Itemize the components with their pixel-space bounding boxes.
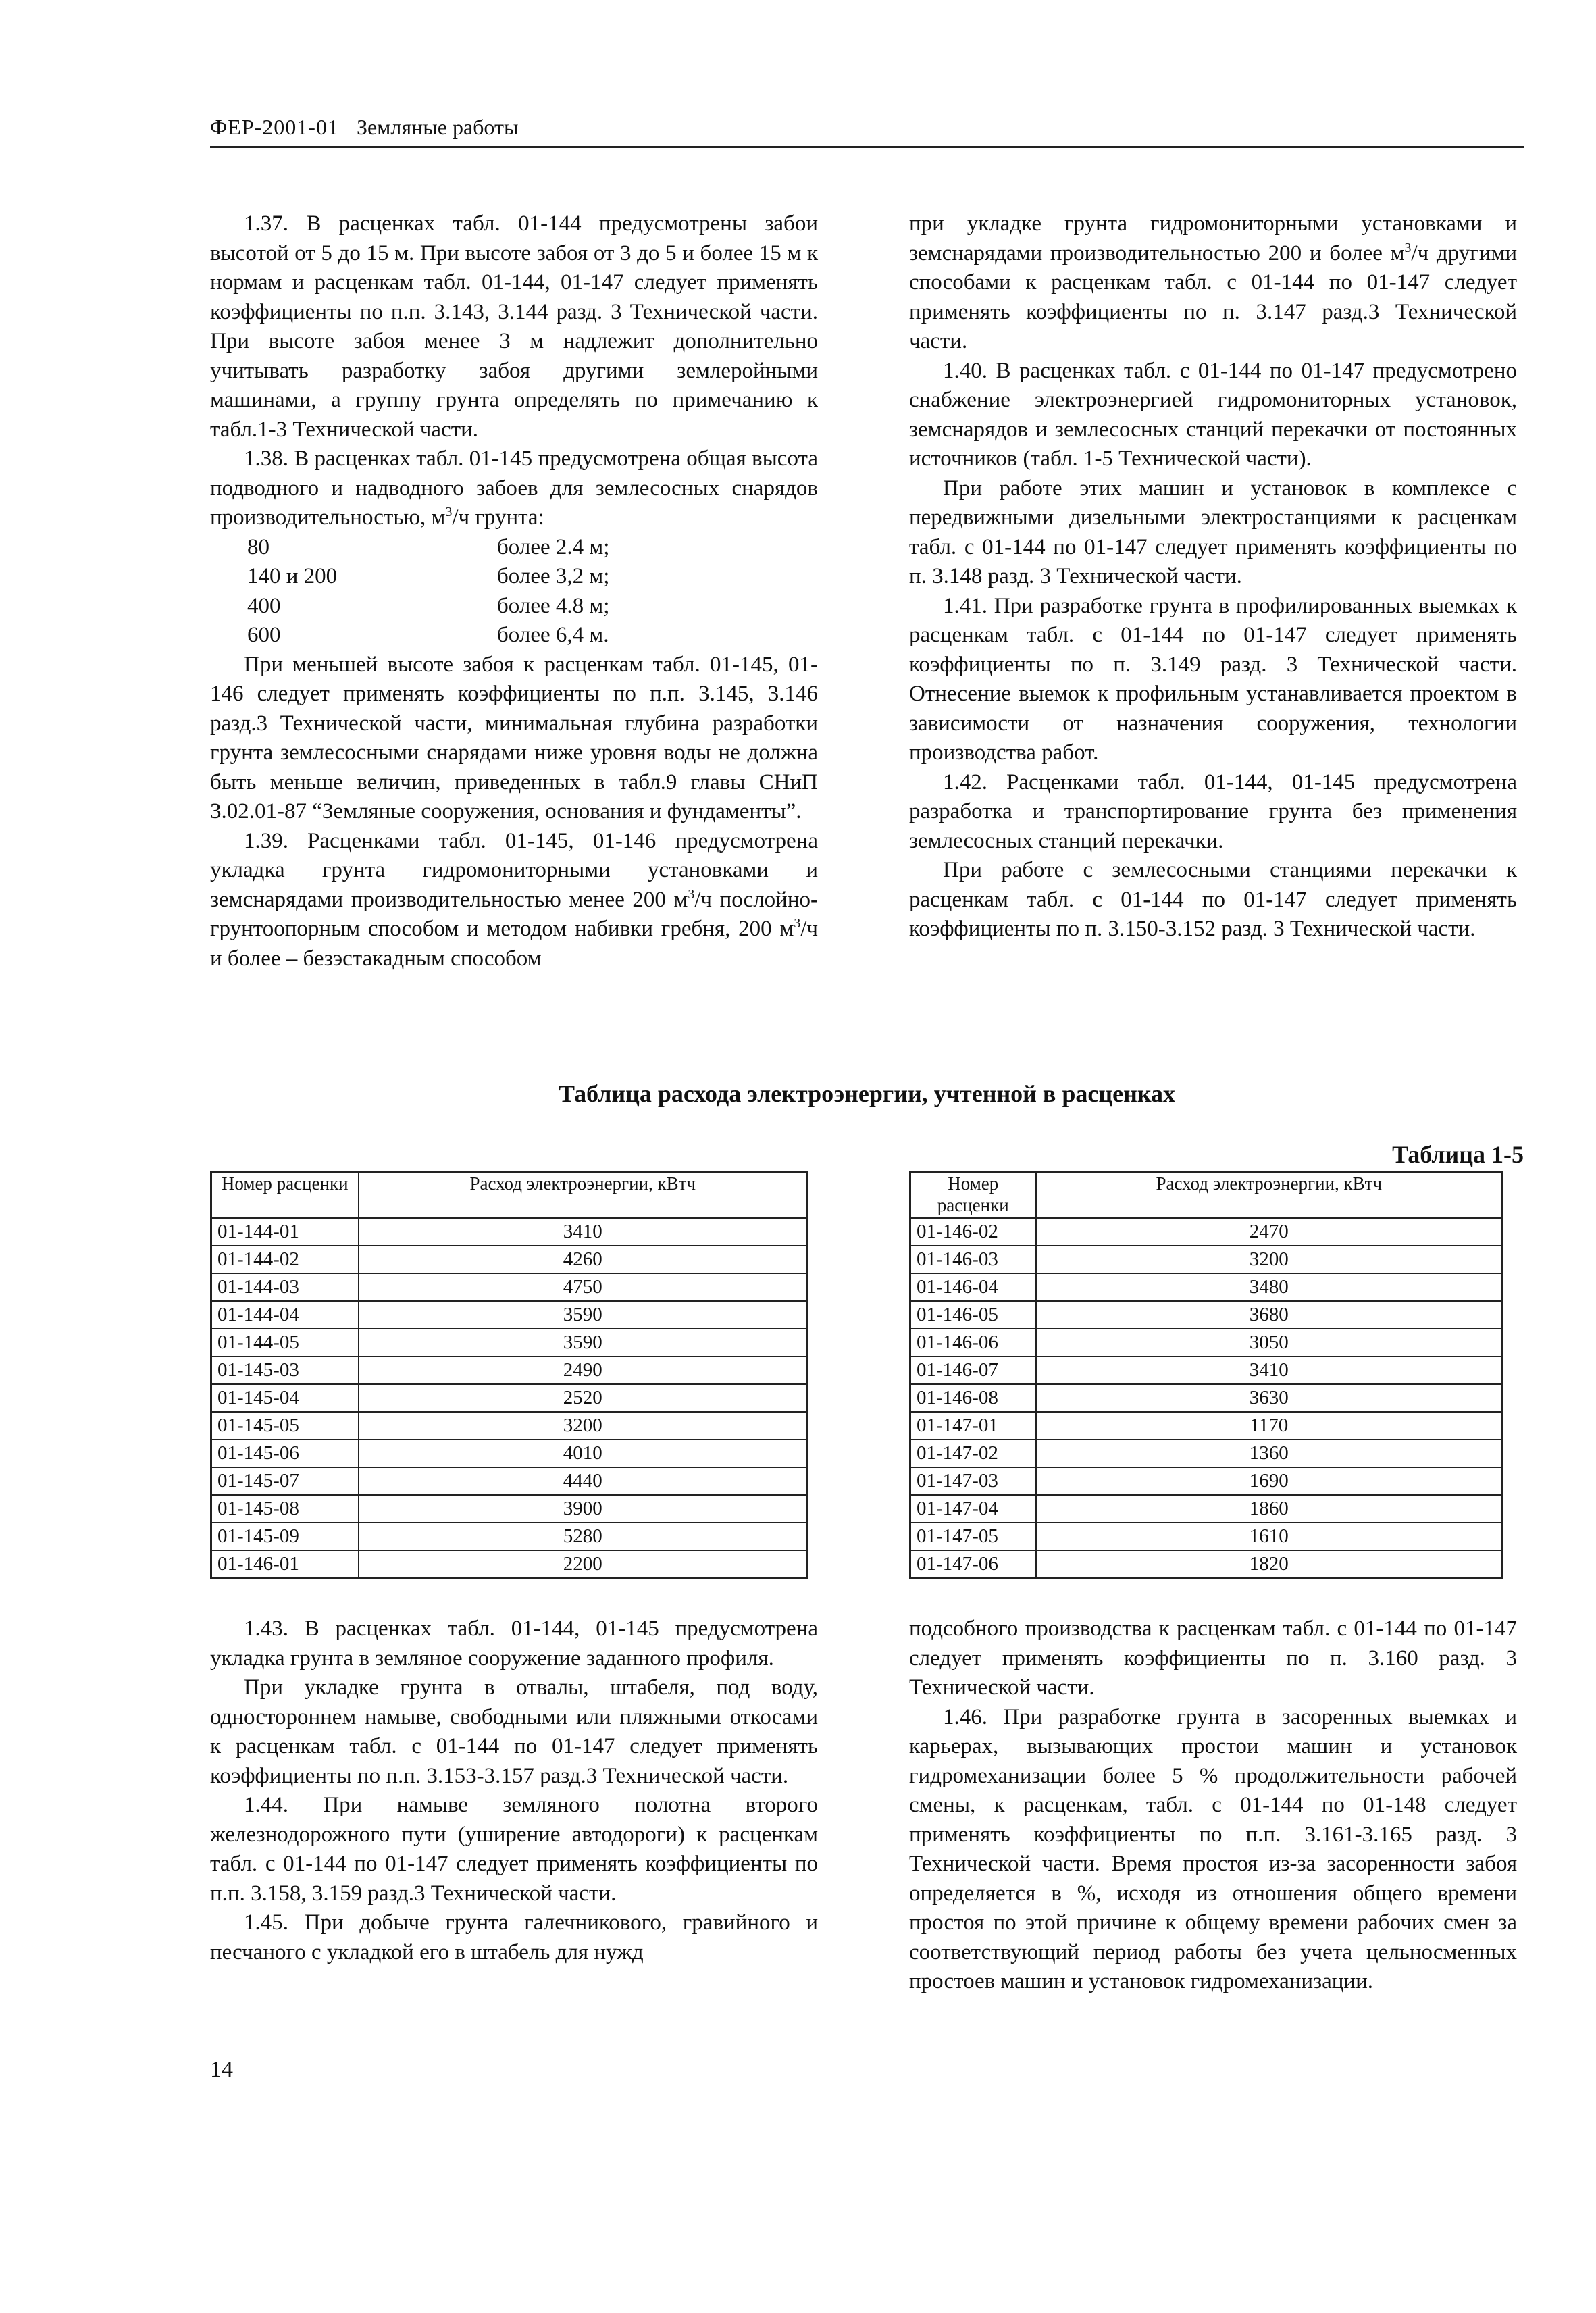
- rate-code-cell: 01-147-05: [910, 1523, 1036, 1550]
- table-row: [211, 1467, 808, 1495]
- energy-value-cell: 3590: [359, 1301, 808, 1329]
- table-row: [211, 1273, 808, 1301]
- energy-value-cell: 3900: [359, 1495, 808, 1523]
- rate-code-cell: 01-146-02: [910, 1218, 1036, 1246]
- rate-code-cell: 01-145-03: [211, 1356, 359, 1384]
- rate-code-cell: 01-147-04: [910, 1495, 1036, 1523]
- table-row: [211, 1550, 808, 1579]
- rate-code-cell: 01-145-08: [211, 1495, 359, 1523]
- table-title: Таблица расхода электроэнергии, учтенной в расценках: [558, 1080, 1176, 1107]
- rate-code-cell: 01-146-05: [910, 1301, 1036, 1329]
- rate-code-cell: 01-146-03: [910, 1246, 1036, 1273]
- paragraph-1-41: 1.41. При разработке грунта в профилированных выемках к расценкам табл. с 01-144 по 01-147 следует применять коэффициенты по п. 3.149 разд. 3 Технической части. Отнесение выемок к профильным устанавливается проектом в зависимости от назначения сооружения, технологии производства работ.: [909, 593, 1517, 765]
- productivity-list: [210, 533, 818, 651]
- table-row: [910, 1550, 1503, 1579]
- paragraph-1-40-b: При работе этих машин и установок в комплексе с передвижными дизельными электростанциями к расценкам табл. с 01-144 по 01-147 следует применять коэффициенты по п. 3.148 разд. 3 Технической части.: [909, 476, 1517, 588]
- energy-value-cell: 3410: [359, 1218, 808, 1246]
- productivity-row: 80 более 2.4 м;: [247, 534, 610, 559]
- energy-value-cell: 1610: [1036, 1523, 1503, 1550]
- productivity-row: 600 более 6,4 м.: [247, 623, 609, 647]
- paragraph-1-38-continued: При меньшей высоте забоя к расценкам табл. 01-145, 01-146 следует применять коэффициенты по п.п. 3.145, 3.146 разд.3 Технической части, минимальная глубина разработки грунта землесосными снарядами ниже уровня воды не должна быть меньше величин, приведенных в табл.9 главы СНиП 3.02.01-87 “Земляные сооружения, основания и фундаменты”.: [210, 652, 818, 823]
- productivity-row: 400 более 4.8 м;: [247, 593, 610, 618]
- rate-code-cell: 01-145-04: [211, 1384, 359, 1412]
- paragraph-1-44: 1.44. При намыве земляного полотна второго железнодорожного пути (уширение автодороги) к расценкам табл. с 01-144 по 01-147 следует применять коэффициенты по п.п. 3.158, 3.159 разд.3 Технической части.: [210, 1793, 818, 1906]
- table-row: [211, 1412, 808, 1440]
- energy-value-cell: 4440: [359, 1467, 808, 1495]
- page-header: [210, 113, 1524, 148]
- rate-code-cell: 01-146-06: [910, 1329, 1036, 1356]
- rate-code-cell: 01-146-04: [910, 1273, 1036, 1301]
- table-row: [910, 1301, 1503, 1329]
- paragraph-1-43-b: При укладке грунта в отвалы, штабеля, под воду, одностороннем намыве, свободными или пляжными откосами к расценкам табл. с 01-144 по 01-147 следует применять коэффициенты по п.п. 3.153-3.157 разд.3 Технической части.: [210, 1675, 818, 1788]
- table-header-row: [910, 1172, 1503, 1219]
- energy-value-cell: 3680: [1036, 1301, 1503, 1329]
- page-number: 14: [210, 2057, 233, 2082]
- paragraph-1-37: 1.37. В расценках табл. 01-144 предусмотрены забои высотой от 5 до 15 м. При высоте забоя от 3 до 5 и более 15 м к нормам и расценкам табл. 01-144, 01-147 следует применять коэффициенты по п.п. 3.143, 3.144 разд. 3 Технической части. При высоте забоя менее 3 м надлежит дополнительно учитывать разработку забоя другими землеройными машинами, а группу грунта определять по примечанию к табл.1-3 Технической части.: [210, 211, 818, 442]
- energy-value-cell: 3590: [359, 1329, 808, 1356]
- text-column-left-top: [210, 209, 818, 973]
- table-header-row: [211, 1172, 808, 1219]
- rate-code-cell: 01-145-07: [211, 1467, 359, 1495]
- table-row: [211, 1495, 808, 1523]
- rate-code-cell: 01-144-02: [211, 1246, 359, 1273]
- rate-code-cell: 01-146-08: [910, 1384, 1036, 1412]
- text-column-right-bottom: [909, 1615, 1517, 1997]
- section-title: Земляные работы: [356, 115, 519, 139]
- rate-code-cell: 01-147-02: [910, 1440, 1036, 1467]
- rate-code-cell: 01-145-06: [211, 1440, 359, 1467]
- energy-value-cell: 2200: [359, 1550, 808, 1579]
- rate-code-cell: 01-146-01: [211, 1550, 359, 1579]
- energy-table-left: [210, 1171, 808, 1579]
- energy-table-right: [909, 1171, 1503, 1579]
- text-column-left-bottom: [210, 1615, 818, 1967]
- energy-value-cell: 3410: [1036, 1356, 1503, 1384]
- energy-value-cell: 1170: [1036, 1412, 1503, 1440]
- rate-code-cell: 01-147-06: [910, 1550, 1036, 1579]
- paragraph-1-46: 1.46. При разработке грунта в засоренных выемках и карьерах, вызывающих простои машин и установок гидромеханизации более 5 % продолжительности рабочей смены, к расценкам, табл. с 01-144 по 01-148 следует применять коэффициенты по п.п. 3.161-3.165 разд. 3 Технической части. Время простоя из-за засоренности забоя определяется в %, исходя из отношения общего времени простоя по этой причине к общему времени рабочих смен за соответствующий период работы без учета цельносменных простоев машин и установок гидромеханизации.: [909, 1704, 1517, 1993]
- table-row: [910, 1329, 1503, 1356]
- energy-value-cell: 3480: [1036, 1273, 1503, 1301]
- table-row: [211, 1440, 808, 1467]
- document-code: ФЕР-2001-01: [210, 115, 339, 139]
- paragraph-1-39-continued: при укладке грунта гидромониторными установками и земснарядами производительностью 200 и более $м^3/ч$ другими способами к расценкам табл. с 01-144 по 01-147 следует применять коэффициенты по п. 3.147 разд.3 Технической части.: [909, 211, 1518, 353]
- paragraph-1-40: 1.40. В расценках табл. с 01-144 по 01-147 предусмотрено снабжение электроэнергией гидромониторных установок, земснарядов и землесосных станций перекачки от постоянных источников (табл. 1-5 Технической части).: [909, 358, 1517, 471]
- column-header-code: Номер расценки: [910, 1172, 1036, 1219]
- paragraph-1-42-b: При работе с землесосными станциями перекачки к расценкам табл. с 01-144 по 01-147 следует применять коэффициенты по п. 3.150-3.152 разд. 3 Технической части.: [909, 858, 1517, 941]
- energy-value-cell: 4010: [359, 1440, 808, 1467]
- column-header-value: Расход электроэнергии, кВтч: [1036, 1172, 1503, 1219]
- energy-value-cell: 1360: [1036, 1440, 1503, 1467]
- paragraph-1-42: 1.42. Расценками табл. 01-144, 01-145 предусмотрена разработка и транспортирование грунта без применения землесосных станций перекачки.: [909, 769, 1517, 853]
- table-row: [211, 1356, 808, 1384]
- energy-value-cell: 1690: [1036, 1467, 1503, 1495]
- energy-value-cell: 5280: [359, 1523, 808, 1550]
- energy-value-cell: 4260: [359, 1246, 808, 1273]
- table-number: Таблица 1-5: [1392, 1141, 1524, 1168]
- table-row: [910, 1273, 1503, 1301]
- energy-value-cell: 3050: [1036, 1329, 1503, 1356]
- rate-code-cell: 01-147-03: [910, 1467, 1036, 1495]
- energy-value-cell: 2470: [1036, 1218, 1503, 1246]
- energy-value-cell: 3200: [359, 1412, 808, 1440]
- table-row: [910, 1467, 1503, 1495]
- paragraph-1-43: 1.43. В расценках табл. 01-144, 01-145 предусмотрена укладка грунта в земляное сооружение заданного профиля.: [210, 1617, 818, 1671]
- table-row: [211, 1329, 808, 1356]
- rate-code-cell: 01-144-03: [211, 1273, 359, 1301]
- table-row: [910, 1218, 1503, 1246]
- table-row: [910, 1523, 1503, 1550]
- table-row: [211, 1384, 808, 1412]
- rate-code-cell: 01-144-04: [211, 1301, 359, 1329]
- column-header-code: Номер расценки: [211, 1172, 359, 1219]
- energy-value-cell: 3200: [1036, 1246, 1503, 1273]
- paragraph-1-45-continued: подсобного производства к расценкам табл. с 01-144 по 01-147 следует применять коэффициенты по п. 3.160 разд. 3 Технической части.: [909, 1617, 1517, 1700]
- table-row: [910, 1495, 1503, 1523]
- rate-code-cell: 01-146-07: [910, 1356, 1036, 1384]
- energy-value-cell: 4750: [359, 1273, 808, 1301]
- rate-code-cell: 01-145-09: [211, 1523, 359, 1550]
- table-row: [910, 1412, 1503, 1440]
- energy-value-cell: 3630: [1036, 1384, 1503, 1412]
- energy-value-cell: 2490: [359, 1356, 808, 1384]
- productivity-row: 140 и 200 более 3,2 м;: [247, 564, 610, 588]
- paragraph-1-38: 1.38. В расценках табл. 01-145 предусмотрена общая высота подводного и надводного забоев для землесосных снарядов производительностью, $м^3/ч$ грунта:: [210, 447, 818, 530]
- paragraph-1-45: 1.45. При добыче грунта галечникового, гравийного и песчаного с укладкой его в штабель для нужд: [210, 1910, 818, 1964]
- table-row: [910, 1440, 1503, 1467]
- rate-code-cell: 01-144-01: [211, 1218, 359, 1246]
- table-row: [211, 1523, 808, 1550]
- table-row: [910, 1384, 1503, 1412]
- energy-value-cell: 1820: [1036, 1550, 1503, 1579]
- column-header-value: Расход электроэнергии, кВтч: [359, 1172, 808, 1219]
- text-column-right-top: [909, 209, 1517, 944]
- energy-value-cell: 1860: [1036, 1495, 1503, 1523]
- rate-code-cell: 01-147-01: [910, 1412, 1036, 1440]
- rate-code-cell: 01-144-05: [211, 1329, 359, 1356]
- table-row: [211, 1218, 808, 1246]
- rate-code-cell: 01-145-05: [211, 1412, 359, 1440]
- table-row: [910, 1246, 1503, 1273]
- table-row: [211, 1301, 808, 1329]
- paragraph-1-39: 1.39. Расценками табл. 01-145, 01-146 предусмотрена укладка грунта гидромониторными установками и земснарядами производительностью менее 200 $м^3/ч$ послойно-грунтоопорным способом и методом набивки гребня, 200 $м^3/ч$ и более – безэстакадным способом: [210, 828, 818, 971]
- table-row: [211, 1246, 808, 1273]
- energy-value-cell: 2520: [359, 1384, 808, 1412]
- table-row: [910, 1356, 1503, 1384]
